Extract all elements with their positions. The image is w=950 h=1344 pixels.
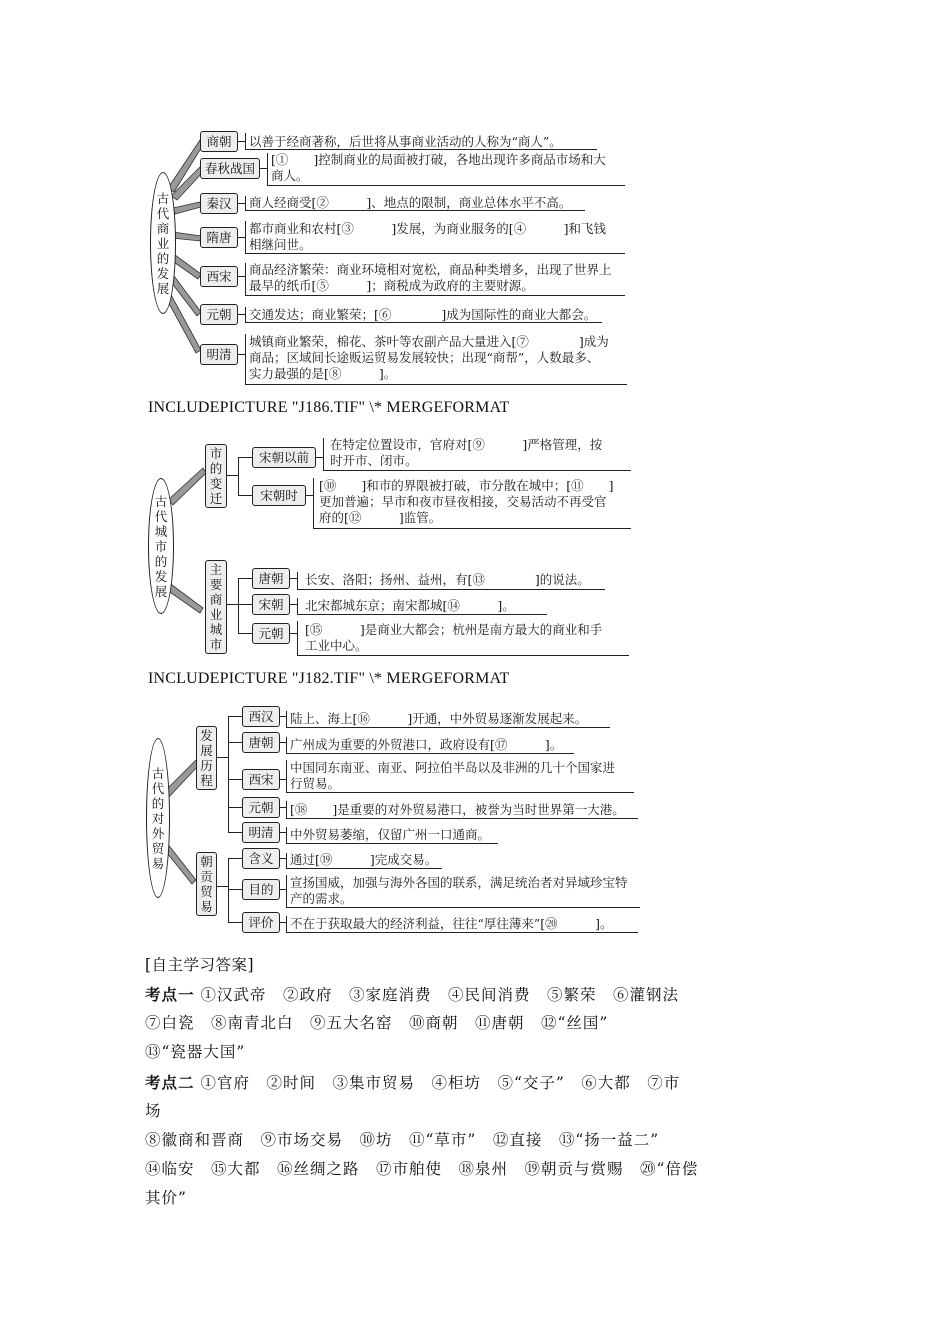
commerce-row-6-text: 交通发达；商业繁荣；[⑥ ]成为国际性的商业大都会。 [249,307,597,322]
commerce-row-7-text-c: 实力最强的是[⑧ ]。 [249,366,397,381]
commerce-row-1-text: 以善于经商著称，后世将从事商业活动的人称为“商人”。 [249,134,562,149]
era-box-mingqing: 明清 [200,344,238,365]
answers-line-1: 考点一 ①汉武帝 ②政府 ③家庭消费 ④民间消费 ⑤繁荣 ⑥灌钢法 [145,985,679,1004]
era-box-xisong-trade: 西宋 [242,769,280,790]
include-picture-field-1: INCLUDEPICTURE "J186.TIF" \* MERGEFORMAT [148,399,510,416]
cities-row-1-text-b: 时开市、闭市。 [330,453,418,468]
group-tribute-trade: 朝贡贸易 [196,852,217,916]
diagram-cities-root: 古代城市的发展 [148,478,174,614]
cities-row-5-text-b: 工业中心。 [305,638,368,653]
commerce-row-2-text-a: [① ]控制商业的局面被打破，各地出现许多商品市场和大 [271,152,606,167]
commerce-row-5-text-a: 商品经济繁荣：商业环境相对宽松，商品种类增多，出现了世界上 [249,262,612,277]
answers-line-3: ⑬“瓷器大国” [145,1043,246,1061]
answers-label-1: 考点一 [145,985,195,1004]
answers-line-8: 其价” [145,1189,187,1207]
commerce-row-7-text-a: 城镇商业繁荣，棉花、茶叶等农副产品大量进入[⑦ ]成为 [249,334,609,349]
era-box-tang-city: 唐朝 [252,568,290,589]
trade-row-6-text: 通过[⑲ ]完成交易。 [290,852,438,867]
commerce-row-3-text: 商人经商受[② ]、地点的限制，商业总体水平不高。 [249,195,572,210]
cities-row-4-text: 北宋都城东京；南宋都城[⑭ ]。 [305,598,515,613]
cities-row-2-text-a: [⑩ ]和市的界限被打破，市分散在城中；[⑪ ] [319,478,614,493]
cities-row-2-text-c: 府的[⑫ ]监管。 [319,510,442,525]
trade-row-4-text: [⑱ ]是重要的对外贸易港口，被誉为当时世界第一大港。 [290,802,625,817]
trade-row-3-text-a: 中国同东南亚、南亚、阿拉伯半岛以及非洲的几十个国家进 [290,760,616,775]
diagram-commerce-root: 古代商业的发展 [150,172,176,314]
trade-row-3-text-b: 行贸易。 [290,776,341,791]
answers-line-6: ⑧徽商和晋商 ⑨市场交易 ⑩坊 ⑪“草市” ⑫直接 ⑬“扬一益二” [145,1131,660,1149]
trade-row-1-text: 陆上、海上[⑯ ]开通，中外贸易逐渐发展起来。 [290,711,588,726]
cities-row-2-text-b: 更加普遍；早市和夜市昼夜相接，交易活动不再受官 [319,494,607,509]
cities-row-5-text-a: [⑮ ]是商业大都会；杭州是南方最大的商业和手 [305,622,603,637]
era-box-before-song: 宋朝以前 [252,447,316,468]
cities-row-1-text-a: 在特定位置设市，官府对[⑨ ]严格管理，按 [330,437,603,452]
era-box-yuan-city: 元朝 [252,623,290,644]
group-development: 发展历程 [196,726,217,790]
trade-row-7-text-a: 宣扬国威，加强与海外各国的联系，满足统治者对异域珍宝特 [290,875,628,890]
era-box-suitang: 隋唐 [200,227,238,248]
answers-line-5: 场 [145,1102,162,1120]
era-box-yuan: 元朝 [200,304,238,325]
cities-row-3-text: 长安、洛阳；扬州、益州，有[⑬ ]的说法。 [305,572,590,587]
era-box-mingqing-trade: 明清 [242,822,280,843]
era-box-xihan: 西汉 [242,706,280,727]
era-box-tang-trade: 唐朝 [242,732,280,753]
answers-label-2: 考点二 [145,1073,195,1092]
trade-row-5-text: 中外贸易萎缩，仅留广州一口通商。 [290,827,491,842]
group-market-change: 市的变迁 [205,444,227,508]
group-major-cities: 主要商业城市 [205,560,227,654]
answers-line-7: ⑭临安 ⑮大都 ⑯丝绸之路 ⑰市舶使 ⑱泉州 ⑲朝贡与赏赐 ⑳“倍偿 [145,1160,699,1178]
include-picture-field-2: INCLUDEPICTURE "J182.TIF" \* MERGEFORMAT [148,670,510,687]
era-box-meaning: 含义 [242,848,280,869]
era-box-shang: 商朝 [200,131,238,152]
commerce-row-5-text-b: 最早的纸币[⑤ ]；商税成为政府的主要财源。 [249,278,534,293]
era-box-xisong: 西宋 [200,266,238,287]
era-box-song-city: 宋朝 [252,594,290,615]
answers-line-4: 考点二 ①官府 ②时间 ③集市贸易 ④柜坊 ⑤“交子” ⑥大都 ⑦市 [145,1073,681,1092]
era-box-qinhan: 秦汉 [200,193,238,214]
answers-heading: [自主学习答案] [145,956,255,974]
era-box-purpose: 目的 [242,879,280,900]
trade-row-7-text-b: 产的需求。 [290,891,353,906]
commerce-row-7-text-b: 商品；区域间长途贩运贸易发展较快；出现“商帮”，人数最多、 [249,350,600,365]
era-box-yuan-trade: 元朝 [242,797,280,818]
era-box-song-period: 宋朝时 [252,485,306,506]
answers-line-2: ⑦白瓷 ⑧南青北白 ⑨五大名窑 ⑩商朝 ⑪唐朝 ⑫“丝国” [145,1014,609,1032]
trade-row-8-text: 不在于获取最大的经济利益，往往“厚往薄来”[⑳ ]。 [290,916,613,931]
commerce-row-4-text-a: 都市商业和农村[③ ]发展，为商业服务的[④ ]和飞钱 [249,221,607,236]
commerce-row-2-text-b: 商人。 [271,168,309,183]
diagram-trade-root: 古代的对外贸易 [146,738,170,898]
commerce-row-4-text-b: 相继问世。 [249,237,312,252]
trade-row-2-text: 广州成为重要的外贸港口，政府设有[⑰ ]。 [290,737,563,752]
era-box-evaluation: 评价 [242,912,280,933]
era-box-chunqiu: 春秋战国 [200,158,260,179]
